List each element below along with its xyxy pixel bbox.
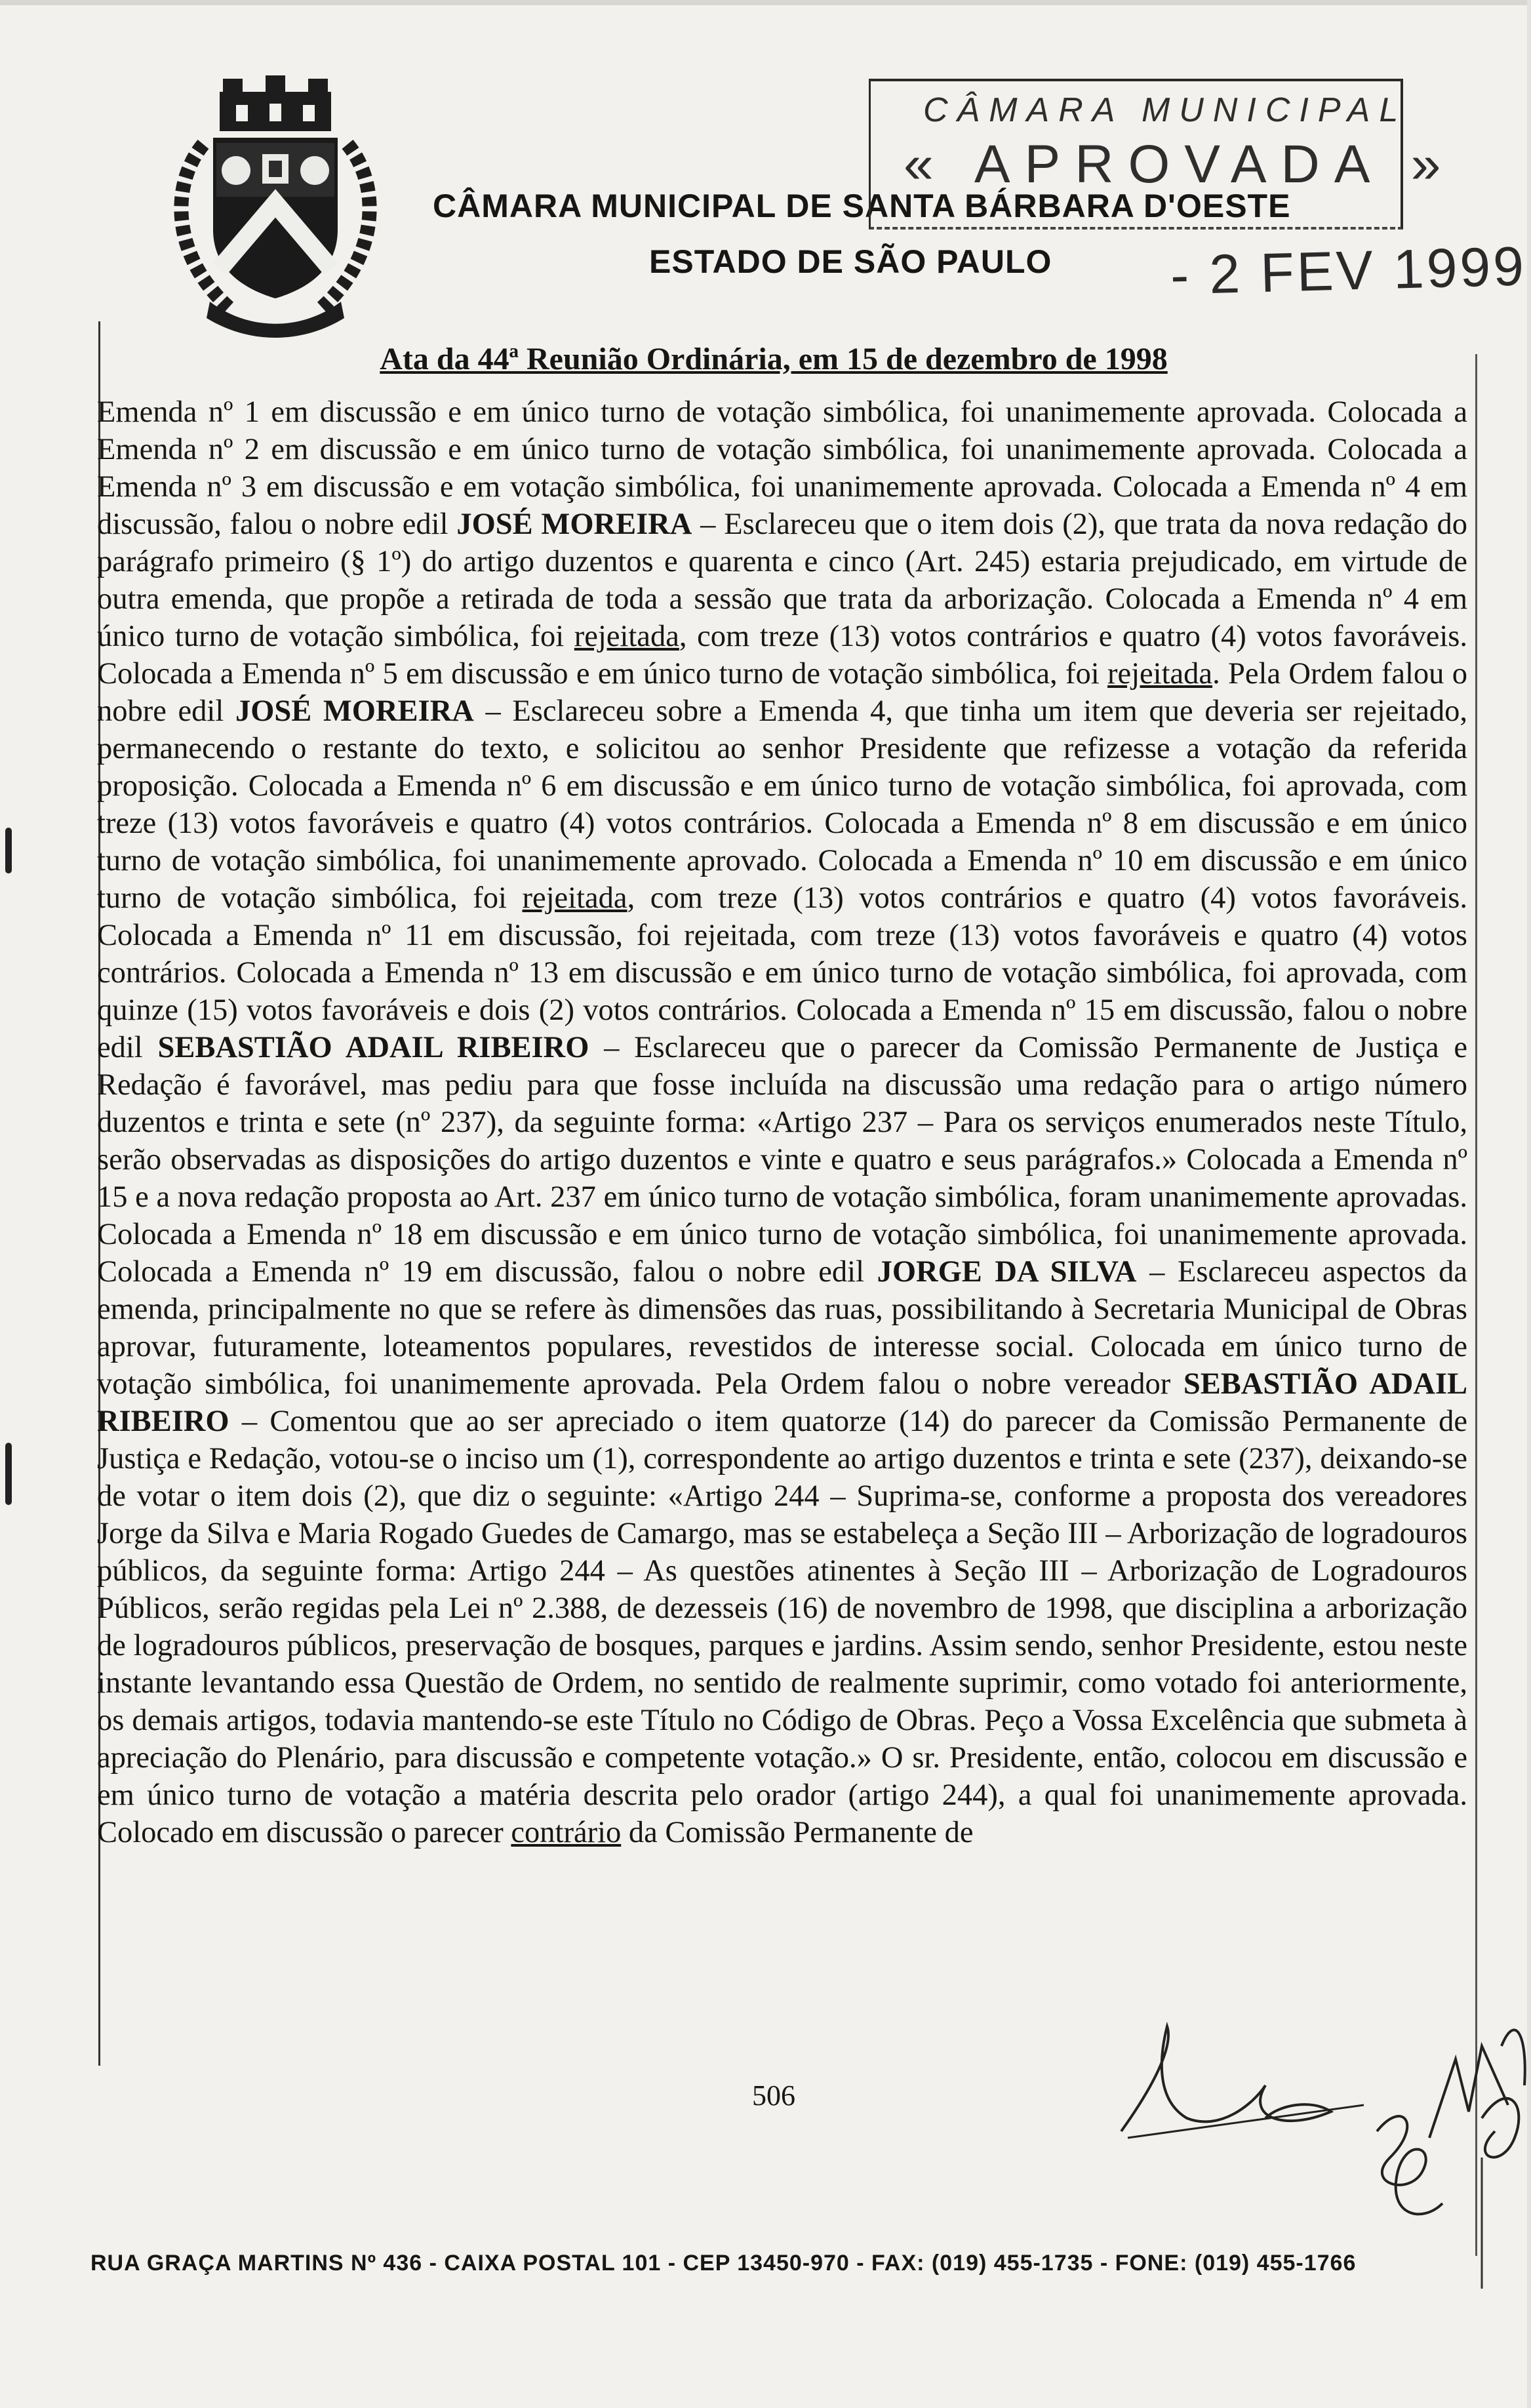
speaker-name: JORGE DA SILVA (877, 1255, 1137, 1289)
body-text-run: . Pela Ordem falou o nobre edil (97, 657, 1467, 728)
underlined-word: rejeitada (522, 881, 627, 915)
body-text-run: – Esclareceu sobre a Emenda 4, que tinha um item que deveria ser rejeitado, permanecendo o restante do texto, e solicitou ao senhor Presidente que refizesse a votação da referida proposição. Colocada a Emenda nº 6 em discussão e em único turno de votação simbólica, foi aprovada, com treze (13) votos favoráveis e quatro (4) votos contrários. Colocada a Emenda nº 8 em discussão e em único turno de votação simbólica, foi unanimemente aprovado. Colocada a Emenda nº 10 em discussão e em único turno de votação simbólica, foi (97, 694, 1467, 915)
body-text-run: , com treze (13) votos contrários e quatro (4) votos favoráveis. Colocada a Emenda nº 11 em discussão, foi rejeitada, com treze (13) votos favoráveis e quatro (4) votos contrários. Colocada a Emenda nº 13 em discussão e em único turno de votação simbólica, foi aprovada, com quinze (15) votos favoráveis e dois (2) votos contrários. Colocada a Emenda nº 15 em discussão, falou o nobre edil (97, 881, 1467, 1064)
margin-mark (5, 828, 12, 873)
speaker-name: JOSÉ MOREIRA (456, 508, 692, 541)
margin-rule (1475, 354, 1477, 2256)
speaker-name: SEBASTIÃO ADAIL RIBEIRO (157, 1031, 589, 1064)
underlined-word: contrário (511, 1816, 622, 1849)
page-number: 506 (752, 2079, 795, 2112)
speaker-name: SEBASTIÃO ADAIL RIBEIRO (97, 1367, 1467, 1438)
margin-mark (5, 1443, 12, 1505)
speaker-name: JOSÉ MOREIRA (235, 694, 474, 728)
minutes-title: Ata da 44ª Reunião Ordinária, em 15 de dezembro de 1998 (380, 342, 1168, 376)
body-text-run: – Comentou que ao ser apreciado o item quatorze (14) do parecer da Comissão Permanente de Justiça e Redação, votou-se o inciso um (1), correspondente ao artigo duzentos e trinta e sete (237), deixando-se de votar o item dois (2), que diz o seguinte: «Artigo 244 – Suprima-se, conforme a proposta dos vereadores Jorge da Silva e Maria Rogado Guedes de Camargo, mas se estabeleça a Seção III – Arborização de logradouros públicos, da seguinte forma: Artigo 244 – As questões atinentes à Seção III – Arborização de Logradouros Públicos, serão regidas pela Lei nº 2.388, de dezesseis (16) de novembro de 1998, que disciplina a arborização de logradouros públicos, preservação de bosques, parques e jardins. Assim sendo, senhor Presidente, estou neste instante levantando essa Questão de Ordem, no sentido de realmente suprimir, como votado foi anteriormente, os demais artigos, todavia mantendo-se este Título no Código de Obras. Peço a Vossa Excelência que submeta à apreciação do Plenário, para discussão e competente votação.» O sr. Presidente, então, colocou em discussão e em único turno de votação a matéria descrita pelo orador (artigo 244), a qual foi unanimemente aprovada. Colocado em discussão o parecer (97, 1405, 1467, 1849)
stamp-approved: « APROVADA » (904, 134, 1456, 194)
underlined-word: rejeitada (574, 620, 679, 653)
body-text-run: – Esclareceu que o item dois (2), que trata da nova redação do parágrafo primeiro (§ 1º) do artigo duzentos e quarenta e cinco (Art. 245) estaria prejudicado, em virtude de outra emenda, que propõe a retirada de toda a sessão que trata da arborização. Colocada a Emenda nº 4 em único turno de votação simbólica, foi (97, 508, 1467, 653)
stamp-institution: CÂMARA MUNICIPAL (923, 91, 1408, 129)
institution-name: CÂMARA MUNICIPAL DE SANTA BÁRBARA D'OESTE (433, 188, 1291, 224)
body-text-run: da Comissão Permanente de (621, 1816, 974, 1849)
body-text-run: Emenda nº 1 em discussão e em único turno de votação simbólica, foi unanimemente aprovada. Colocada a Emenda nº 2 em discussão e em único turno de votação simbólica, foi unanimemente aprovada. Colocada a Emenda nº 3 em discussão e em votação simbólica, foi unanimemente aprovada. Colocada a Emenda nº 4 em discussão, falou o nobre edil (97, 395, 1467, 541)
municipal-coat-of-arms-icon (157, 72, 393, 341)
footer-address: RUA GRAÇA MARTINS Nº 436 - CAIXA POSTAL 101 - CEP 13450-970 - FAX: (019) 455-1735 - FONE: (019) 455-1766 (90, 2251, 1357, 2276)
underlined-word: rejeitada (1107, 657, 1213, 691)
state-name: ESTADO DE SÃO PAULO (649, 243, 1052, 280)
stamp-date: - 2 FEV 1999 (1169, 235, 1528, 306)
body-text-run: – Esclareceu aspectos da emenda, principalmente no que se refere às dimensões das ruas, possibilitando à Secretaria Municipal de Obras aprovar, futuramente, loteamentos populares, revestidos de interesse social. Colocada em único turno de votação simbólica, foi unanimemente aprovada. Pela Ordem falou o nobre vereador (97, 1255, 1468, 1401)
page-edge (0, 0, 1531, 5)
minutes-body (97, 393, 1467, 1851)
approval-stamp (869, 79, 1456, 230)
body-text-run: , com treze (13) votos contrários e quatro (4) votos favoráveis. Colocada a Emenda nº 5 em discussão e em único turno de votação simbólica, foi (97, 620, 1467, 691)
body-text-run: – Esclareceu que o parecer da Comissão Permanente de Justiça e Redação é favorável, mas pediu para que fosse incluída na discussão uma redação para o artigo número duzentos e trinta e sete (nº 237), da seguinte forma: «Artigo 237 – Para os serviços enumerados neste Título, serão observadas as disposições do artigo duzentos e vinte e quatro e seus parágrafos.» Colocada a Emenda nº 15 e a nova redação proposta ao Art. 237 em único turno de votação simbólica, foram unanimemente aprovadas. Colocada a Emenda nº 18 em discussão e em único turno de votação simbólica, foi unanimemente aprovada. Colocada a Emenda nº 19 em discussão, falou o nobre edil (97, 1031, 1467, 1289)
